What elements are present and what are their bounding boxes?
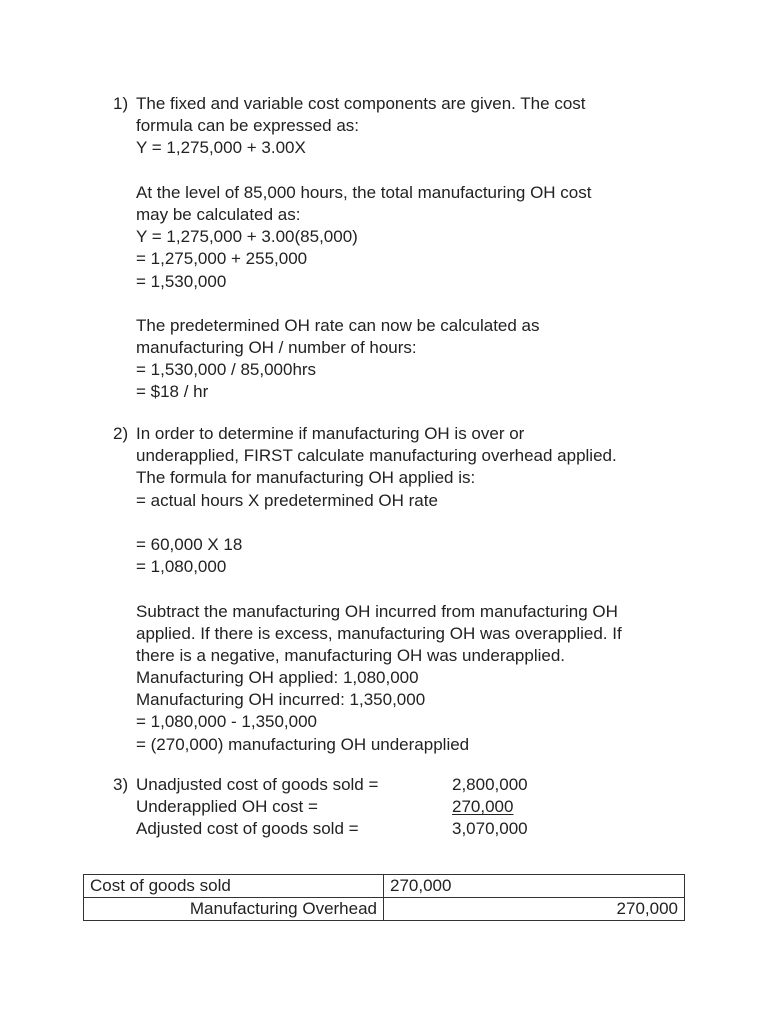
journal-entry-table: [83, 874, 685, 921]
formula-line: = 1,530,000: [136, 271, 227, 291]
cogs-row-underapplied: [136, 796, 696, 818]
text-line: Subtract the manufacturing OH incurred from manufacturing OH: [136, 601, 618, 621]
blank-line: [136, 160, 696, 182]
formula-line: = 1,080,000: [136, 557, 227, 577]
formula-line: = 1,530,000 / 85,000hrs: [136, 360, 317, 380]
cogs-row-unadjusted: [136, 774, 696, 796]
cogs-row-adjusted: [136, 818, 696, 840]
text-line: The formula for manufacturing OH applied is:: [136, 468, 476, 488]
table-row: [84, 898, 685, 921]
text-line: The predetermined OH rate can now be calculated as: [136, 315, 540, 335]
formula-line: = 1,275,000 + 255,000: [136, 249, 308, 269]
formula-line: Y = 1,275,000 + 3.00X: [136, 138, 306, 158]
cogs-value: 270,000: [452, 797, 514, 817]
text-line: underapplied, FIRST calculate manufacturing overhead applied.: [136, 446, 617, 466]
blank-line: [136, 293, 696, 315]
text-line: formula can be expressed as:: [136, 116, 360, 136]
formula-line: Y = 1,275,000 + 3.00(85,000): [136, 227, 358, 247]
table-row: [84, 875, 685, 898]
text-line: there is a negative, manufacturing OH was underapplied.: [136, 645, 566, 665]
blank-line: [136, 512, 696, 534]
formula-line: = $18 / hr: [136, 382, 209, 402]
text-line: may be calculated as:: [136, 204, 301, 224]
text-line: At the level of 85,000 hours, the total manufacturing OH cost: [136, 182, 592, 202]
cogs-label: Underapplied OH cost =: [136, 797, 318, 817]
cogs-label: Adjusted cost of goods sold =: [136, 819, 359, 839]
credit-amount-cell: 270,000: [384, 898, 685, 921]
cogs-calculation: [136, 774, 696, 841]
text-line: In order to determine if manufacturing OH is over or: [136, 424, 525, 443]
item-body: [136, 93, 696, 404]
cogs-value: 3,070,000: [452, 819, 528, 839]
formula-line: = (270,000) manufacturing OH underapplied: [136, 734, 470, 754]
cogs-value: 2,800,000: [452, 775, 528, 794]
text-line: manufacturing OH / number of hours:: [136, 338, 417, 358]
text-line: The fixed and variable cost components are given. The cost: [136, 94, 586, 113]
item-body: [136, 423, 696, 756]
item-number: 2): [113, 424, 129, 443]
debit-account-cell: Cost of goods sold: [84, 875, 384, 898]
cogs-label: Unadjusted cost of goods sold =: [136, 775, 379, 794]
formula-line: = 1,080,000 - 1,350,000: [136, 712, 318, 732]
debit-amount-cell: 270,000: [384, 875, 685, 898]
formula-line: = 60,000 X 18: [136, 534, 243, 554]
blank-line: [136, 578, 696, 600]
formula-line: = actual hours X predetermined OH rate: [136, 490, 438, 510]
item-number: 1): [113, 94, 129, 113]
item-number: 3): [113, 775, 129, 794]
text-line: applied. If there is excess, manufacturing OH was overapplied. If: [136, 623, 622, 643]
credit-account-cell: Manufacturing Overhead: [84, 898, 384, 921]
text-line: Manufacturing OH incurred: 1,350,000: [136, 690, 426, 710]
text-line: Manufacturing OH applied: 1,080,000: [136, 668, 419, 688]
